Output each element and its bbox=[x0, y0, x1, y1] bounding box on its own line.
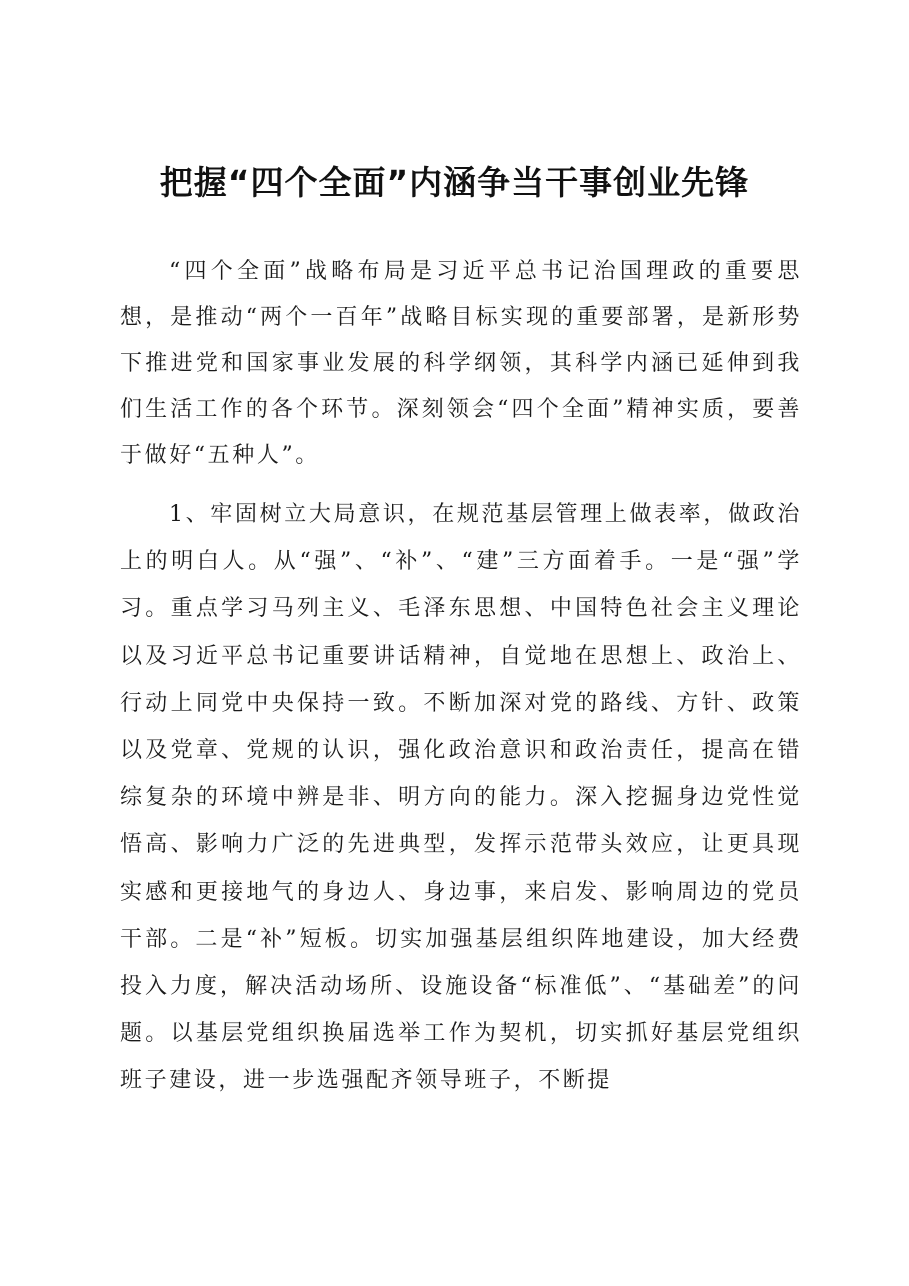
document-title: 把握“四个全面”内涵争当干事创业先锋 bbox=[159, 163, 750, 202]
paragraph-section-1: 1、牢固树立大局意识，在规范基层管理上做表率，做政治上的明白人。从“强”、“补”、“建”三方面着手。一是“强”学习。重点学习马列主义、毛泽东思想、中国特色社会主义理论以及习近平总书记重要讲话精神，自觉地在思想上、政治上、行动上同党中央保持一致。不断加深对党的路线、方针、政策以及党章、党规的认识，强化政治意识和政治责任，提高在错综复杂的环境中辨是非、明方向的能力。深入挖掘身边党性觉悟高、影响力广泛的先进典型，发挥示范带头效应，让更具现实感和更接地气的身边人、身边事，来启发、影响周边的党员干部。二是“补”短板。切实加强基层组织阵地建设，加大经费投入力度，解决活动场所、设施设备“标准低”、“基础差”的问题。以基层党组织换届选举工作为契机，切实抓好基层党组织班子建设，进一步选强配齐领导班子，不断提 bbox=[120, 502, 802, 1094]
paragraph-intro: “四个全面”战略布局是习近平总书记治国理政的重要思想，是推动“两个一百年”战略目标实现的重要部署，是新形势下推进党和国家事业发展的科学纲领，其科学内涵已延伸到我们生活工作的各个环节。深刻领会“四个全面”精神实质，要善于做好“五种人”。 bbox=[120, 259, 802, 468]
